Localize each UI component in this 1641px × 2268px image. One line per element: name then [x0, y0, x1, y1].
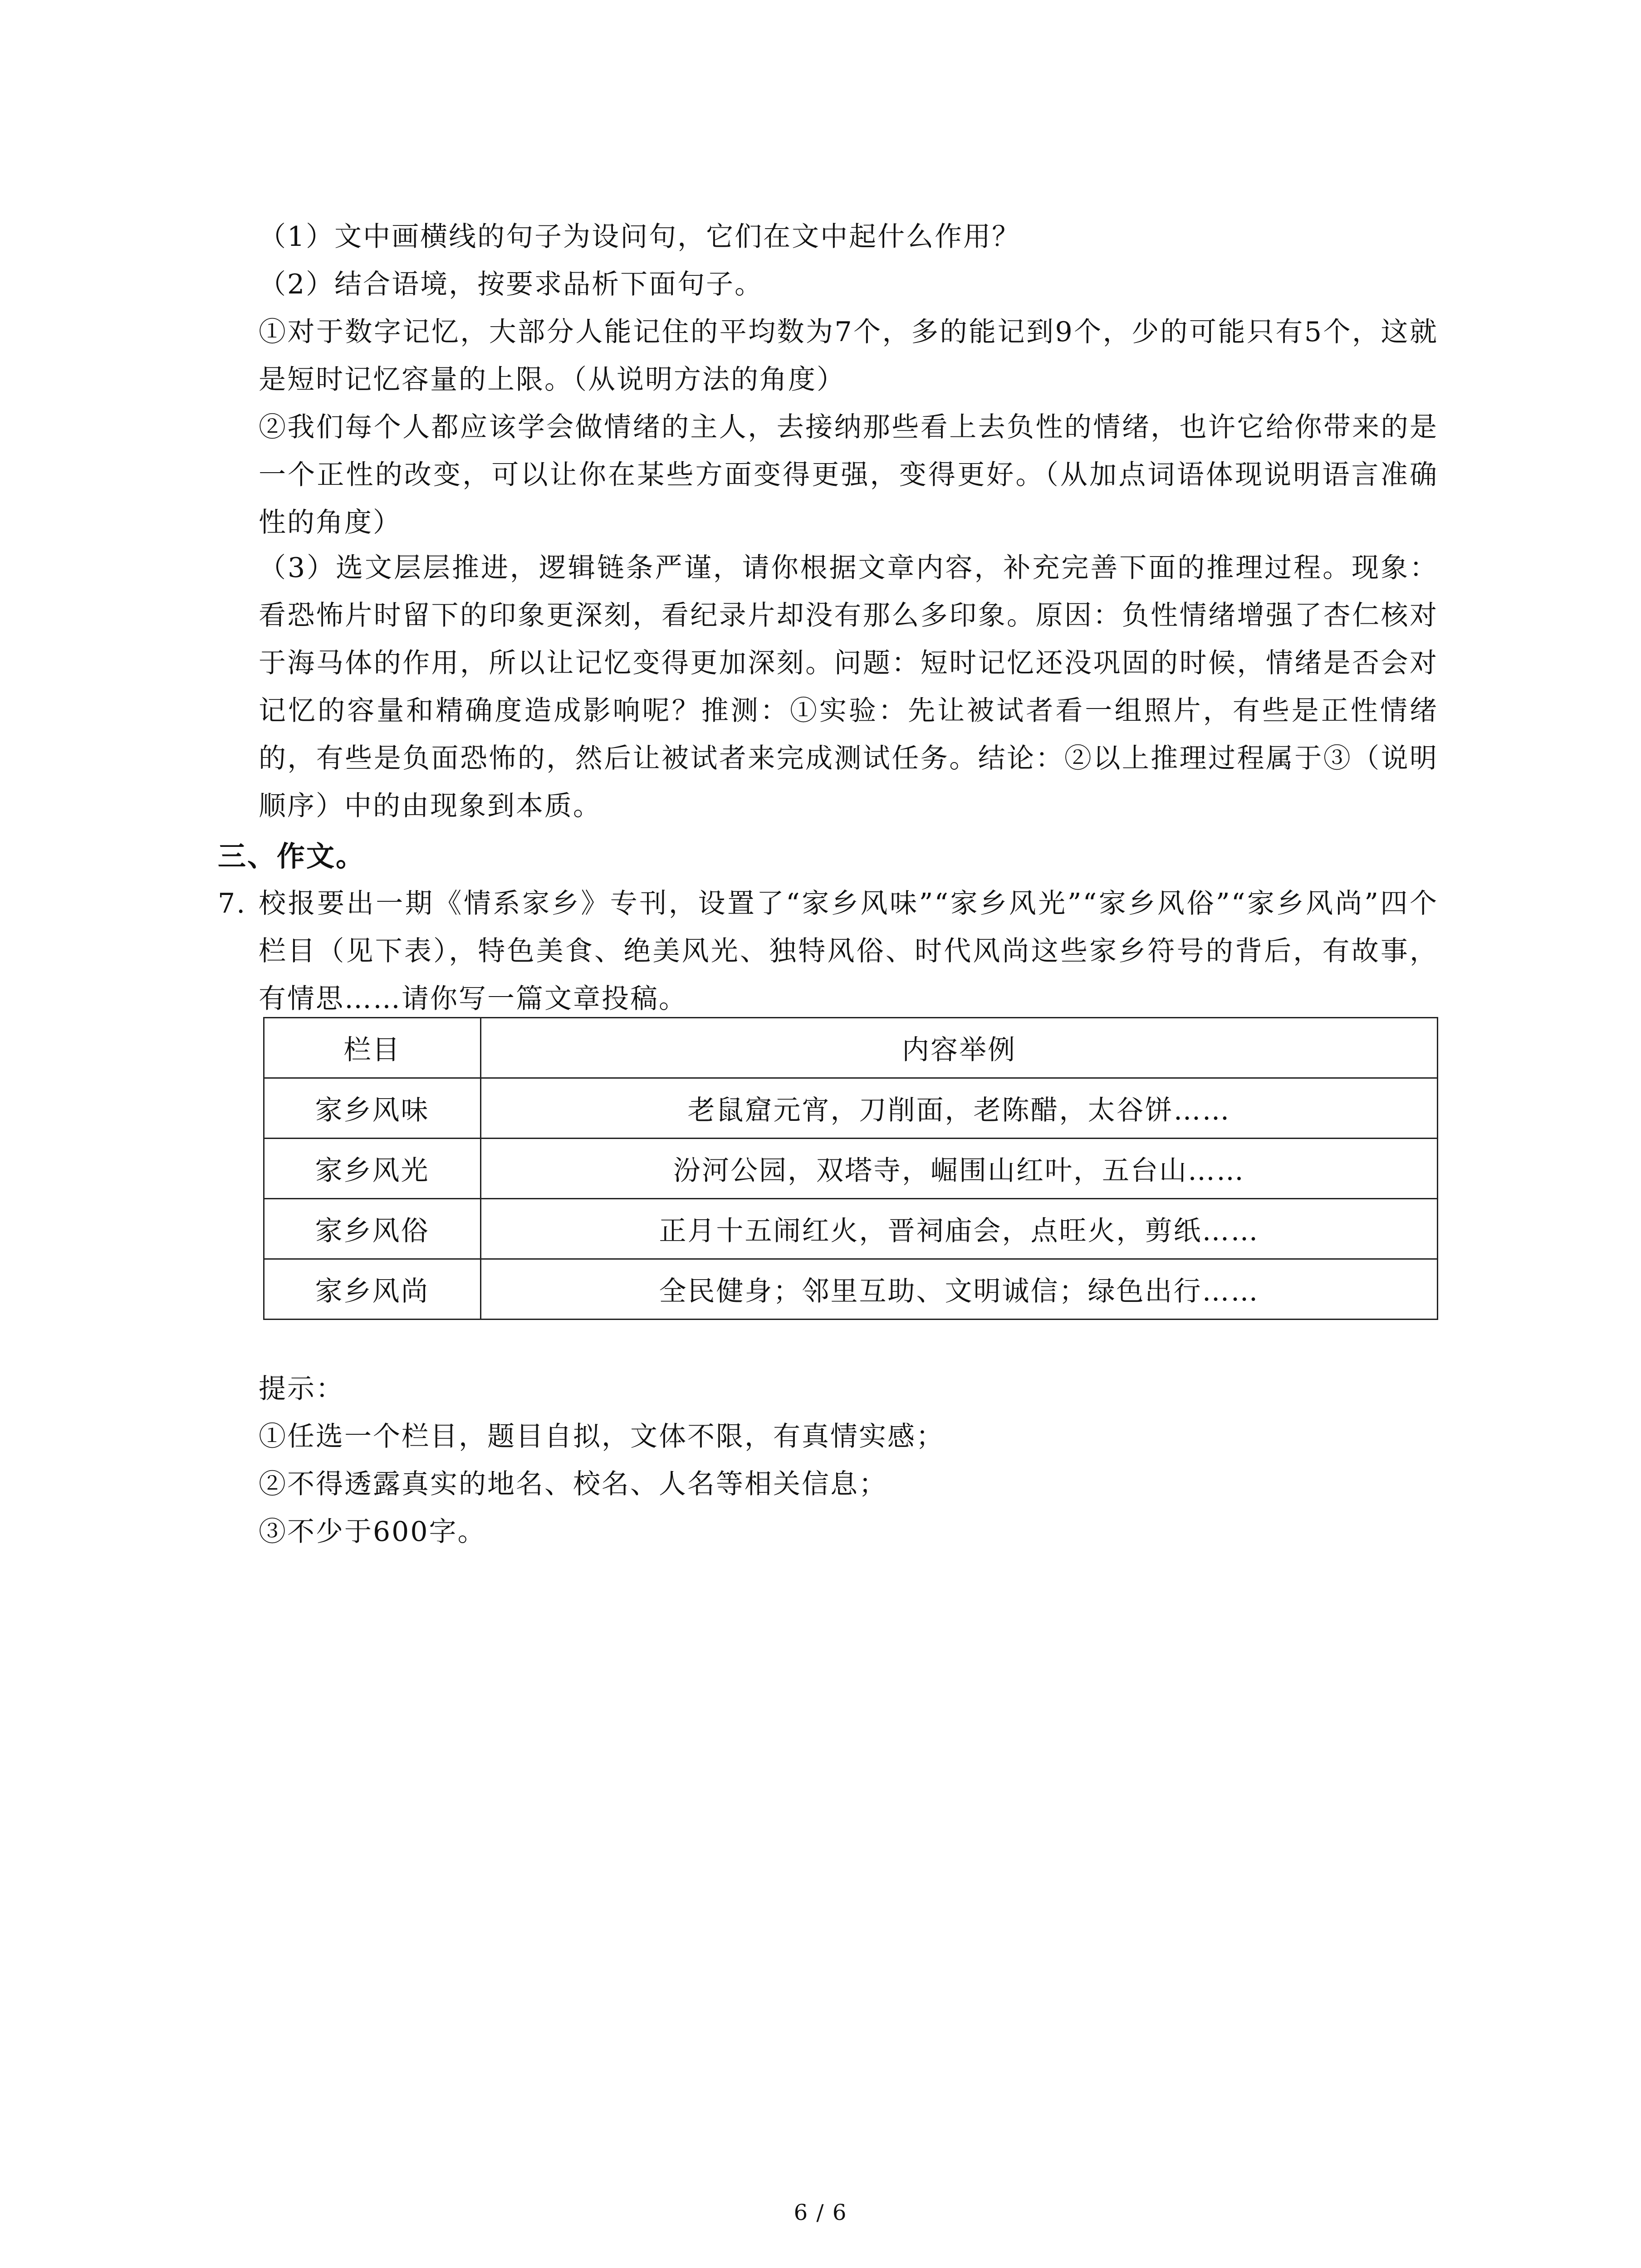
question-7-number: 7.	[218, 888, 247, 919]
tip-item: ②不得透露真实的地名、校名、人名等相关信息；	[259, 1468, 887, 1500]
question-2-item-2: ②我们每个人都应该学会做情绪的主人，去接纳那些看上去负性的情绪，也许它给你带来的是一个正性的改变，可以让你在某些方面变得更强，变得更好。（从加点词语体现说明语言准确性的角度）	[259, 411, 1438, 538]
table-cell-column: 家乡风光	[264, 1139, 481, 1199]
table-header-cell: 内容举例	[481, 1018, 1438, 1078]
table-cell-column: 家乡风尚	[264, 1259, 481, 1320]
page-number: 6 / 6	[794, 2200, 847, 2225]
table-row	[264, 1199, 1438, 1259]
question-7	[218, 880, 1438, 1023]
tip-item: ③不少于600字。	[259, 1516, 486, 1548]
question-1: （1）文中画横线的句子为设问句，它们在文中起什么作用？	[259, 221, 1021, 253]
section-heading: 三、作文。	[218, 840, 366, 873]
table-row	[264, 1078, 1438, 1139]
table-header-row	[264, 1018, 1438, 1078]
table-cell-examples: 全民健身；邻里互助、文明诚信；绿色出行……	[481, 1259, 1438, 1320]
table-header-cell: 栏目	[264, 1018, 481, 1078]
question-2-item-1: ①对于数字记忆，大部分人能记住的平均数为7个，多的能记到9个，少的可能只有5个，这就是短时记忆容量的上限。（从说明方法的角度）	[259, 316, 1438, 396]
question-7-text: 校报要出一期《情系家乡》专刊，设置了“家乡风味”“家乡风光”“家乡风俗”“家乡风尚”四个栏目（见下表），特色美食、绝美风光、独特风俗、时代风尚这些家乡符号的背后，有故事，有情思……请你写一篇文章投稿。	[259, 888, 1438, 1015]
tip-item: ①任选一个栏目，题目自拟，文体不限，有真情实感；	[259, 1421, 945, 1452]
table-cell-column: 家乡风俗	[264, 1199, 481, 1259]
table-cell-examples: 老鼠窟元宵，刀削面，老陈醋，太谷饼……	[481, 1078, 1438, 1139]
table-cell-examples: 正月十五闹红火，晋祠庙会，点旺火，剪纸……	[481, 1199, 1438, 1259]
question-3: （3）选文层层推进，逻辑链条严谨，请你根据文章内容，补充完善下面的推理过程。现象：看恐怖片时留下的印象更深刻，看纪录片却没有那么多印象。原因：负性情绪增强了杏仁核对于海马体的作用，所以让记忆变得更加深刻。问题：短时记忆还没巩固的时候，情绪是否会对记忆的容量和精确度造成影响呢？推测：①实验：先让被试者看一组照片，有些是正性情绪的，有些是负面恐怖的，然后让被试者来完成测试任务。结论：②以上推理过程属于③（说明顺序）中的由现象到本质。	[259, 552, 1438, 822]
tips-title: 提示：	[259, 1373, 344, 1405]
table-cell-column: 家乡风味	[264, 1078, 481, 1139]
tips-block	[259, 1365, 945, 1556]
table-row	[264, 1259, 1438, 1320]
column-table	[263, 1017, 1438, 1320]
table-row	[264, 1139, 1438, 1199]
table-cell-examples: 汾河公园，双塔寺，崛围山红叶，五台山……	[481, 1139, 1438, 1199]
question-2-intro: （2）结合语境，按要求品析下面句子。	[259, 269, 764, 300]
